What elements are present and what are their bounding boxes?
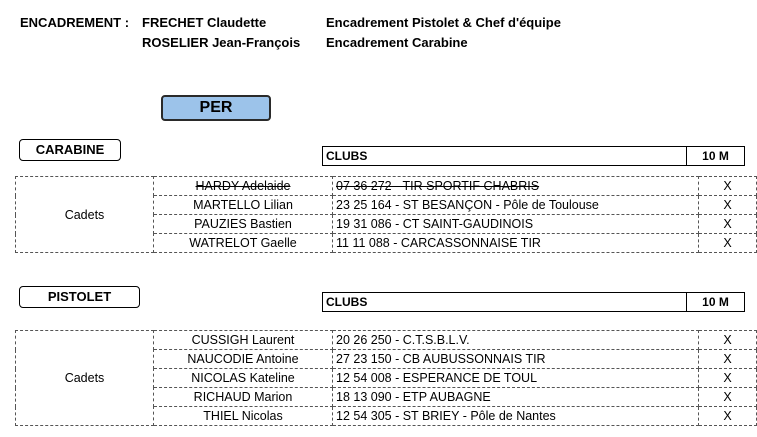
athlete-club: 20 26 250 - C.T.S.B.L.V. [333,331,699,350]
staff-role-1: Encadrement Pistolet & Chef d'équipe [326,15,561,30]
staff-name-1: FRECHET Claudette [142,15,267,30]
athlete-mark: X [699,331,757,350]
pistolet-clubs-header [322,292,745,312]
staff-name-2: ROSELIER Jean-François [142,35,301,50]
pistolet-section-label: PISTOLET [19,286,140,308]
athlete-name: WATRELOT Gaelle [154,234,333,253]
athlete-name: NAUCODIE Antoine [154,350,333,369]
per-button[interactable]: PER [161,95,271,121]
athlete-club: 18 13 090 - ETP AUBAGNE [333,388,699,407]
carabine-clubs-header [322,146,745,166]
athlete-mark: X [699,234,757,253]
encadrement-label: ENCADREMENT : [20,15,130,30]
athlete-mark: X [699,369,757,388]
struck-name: HARDY Adelaide [195,179,291,193]
athlete-mark: X [699,407,757,426]
athlete-club: 27 23 150 - CB AUBUSSONNAIS TIR [333,350,699,369]
distance-header-label: 10 M [686,293,744,311]
table-row [16,177,757,196]
carabine-section-label: CARABINE [19,139,121,161]
athlete-name: THIEL Nicolas [154,407,333,426]
struck-club: 07 36 272 - TIR SPORTIF CHABRIS [336,179,540,193]
pistolet-table [15,330,757,426]
athlete-name: PAUZIES Bastien [154,215,333,234]
athlete-club: 11 11 088 - CARCASSONNAISE TIR [333,234,699,253]
athlete-name: CUSSIGH Laurent [154,331,333,350]
athlete-club: 19 31 086 - CT SAINT-GAUDINOIS [333,215,699,234]
athlete-mark: X [699,350,757,369]
athlete-mark: X [699,215,757,234]
athlete-club: 12 54 305 - ST BRIEY - Pôle de Nantes [333,407,699,426]
distance-header-label: 10 M [686,147,744,165]
carabine-table [15,176,757,253]
athlete-mark: X [699,196,757,215]
athlete-name: MARTELLO Lilian [154,196,333,215]
athlete-mark: X [699,388,757,407]
clubs-header-label: CLUBS [326,149,368,163]
staff-role-2: Encadrement Carabine [326,35,468,50]
athlete-name [154,177,333,196]
clubs-header-label: CLUBS [326,295,368,309]
category-cell: Cadets [16,177,154,253]
athlete-club: 23 25 164 - ST BESANÇON - Pôle de Toulouse [333,196,699,215]
athlete-club [333,177,699,196]
athlete-club: 12 54 008 - ESPERANCE DE TOUL [333,369,699,388]
athlete-mark: X [699,177,757,196]
athlete-name: RICHAUD Marion [154,388,333,407]
category-cell: Cadets [16,331,154,426]
athlete-name: NICOLAS Kateline [154,369,333,388]
table-row [16,331,757,350]
